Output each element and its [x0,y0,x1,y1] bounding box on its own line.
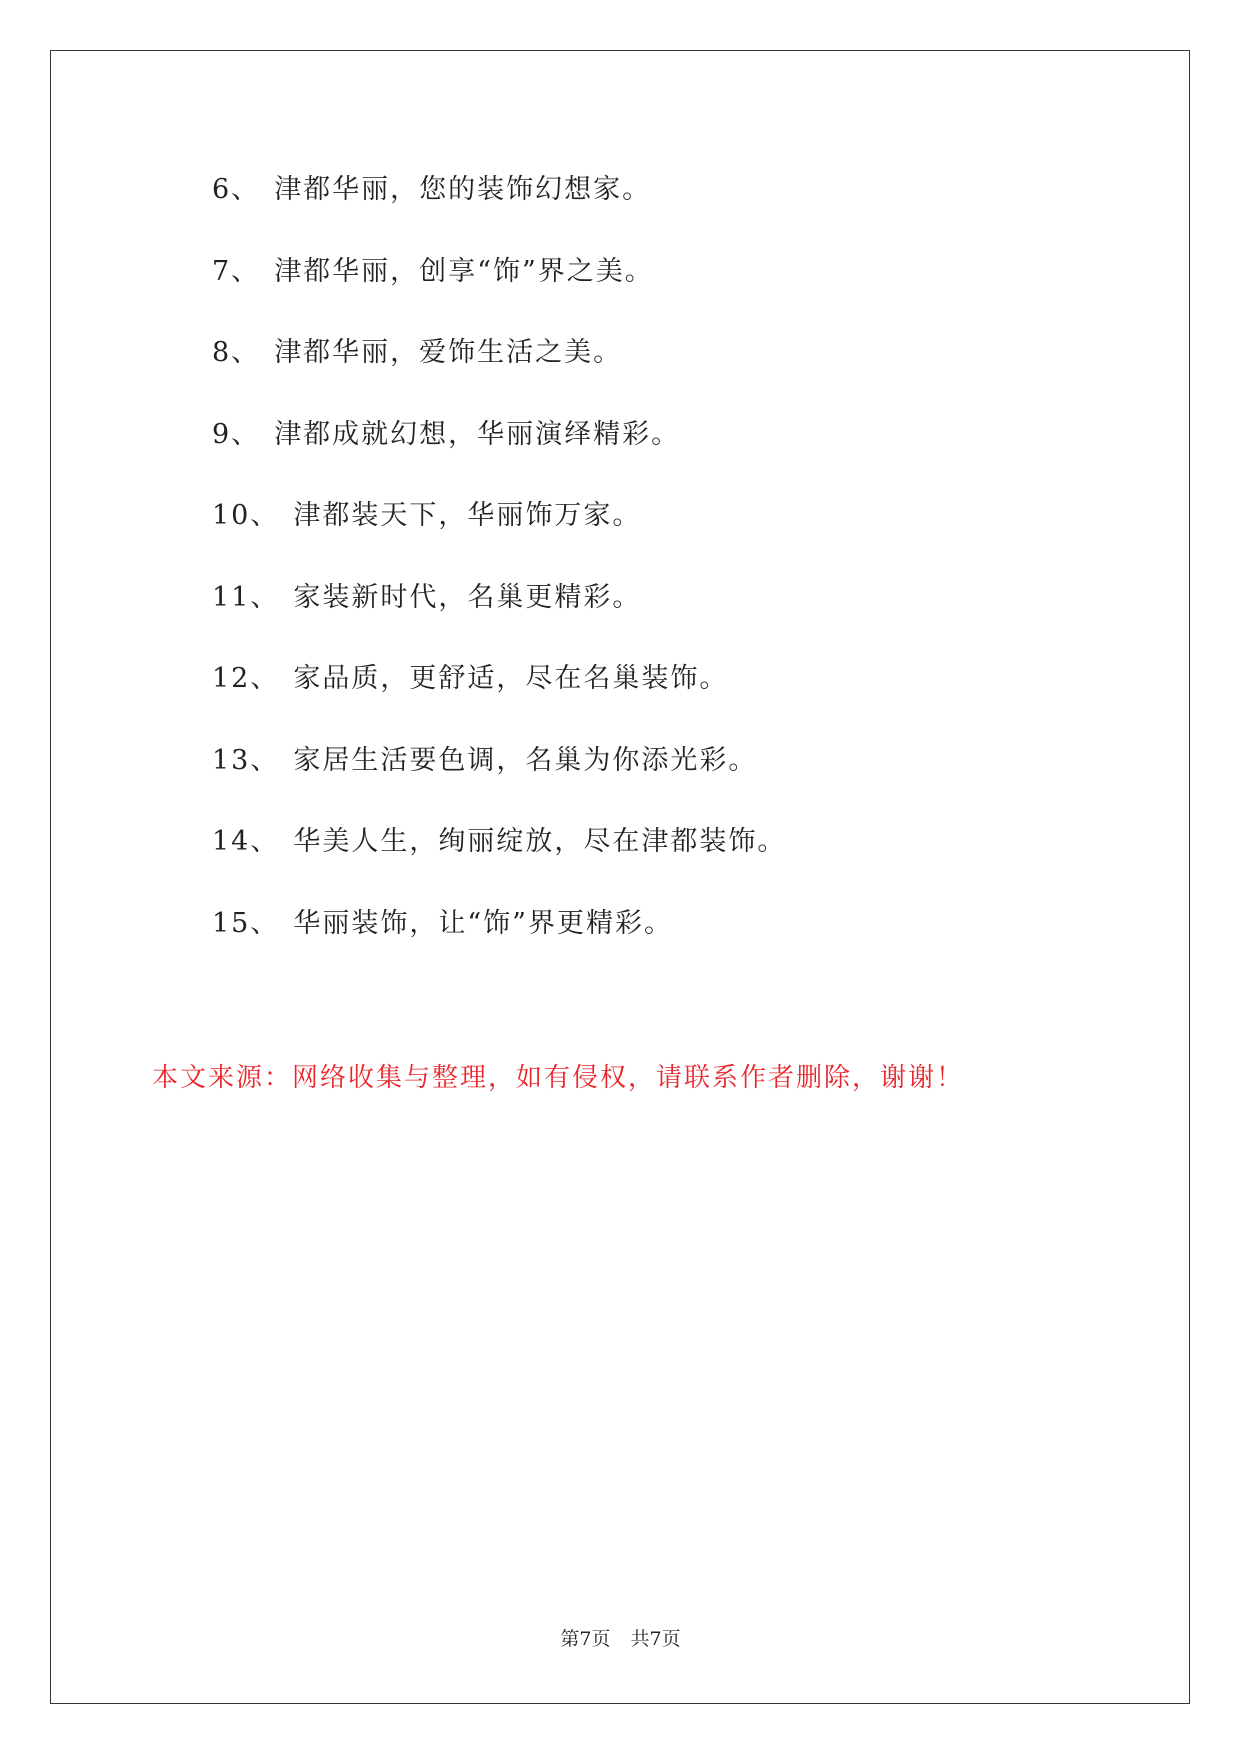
item-number: 10、 [212,500,280,531]
slogan-list [212,170,786,985]
list-item [212,170,786,252]
item-number: 15、 [212,907,280,939]
page-footer [0,1627,1241,1651]
list-item [212,415,786,497]
item-text: 家居生活要色调，名巢为你添光彩。 [293,744,758,776]
item-number: 12、 [212,663,280,694]
list-item [212,904,786,986]
item-text: 津都华丽，爱饰生活之美。 [274,337,623,368]
item-text: 津都华丽，创享“饰”界之美。 [274,255,654,287]
page-number-total: 共7页 [630,1628,681,1650]
item-number: 8、 [212,337,261,368]
list-item [212,578,786,660]
list-item [212,333,786,415]
list-item [212,822,786,904]
list-item [212,252,786,334]
item-number: 6、 [212,174,261,205]
item-number: 11、 [212,581,280,613]
source-note: 本文来源：网络收集与整理，如有侵权，请联系作者删除，谢谢！ [152,1063,965,1093]
item-text: 津都装天下，华丽饰万家。 [293,500,642,531]
item-text: 津都华丽，您的装饰幻想家。 [274,174,652,205]
item-text: 华丽装饰，让“饰”界更精彩。 [293,907,673,939]
item-number: 13、 [212,744,280,776]
list-item [212,659,786,741]
item-text: 华美人生，绚丽绽放，尽在津都装饰。 [293,826,787,857]
item-text: 津都成就幻想，华丽演绎精彩。 [274,418,681,450]
list-item [212,496,786,578]
item-number: 14、 [212,826,280,857]
item-number: 9、 [212,418,261,450]
list-item [212,741,786,823]
item-number: 7、 [212,255,261,287]
page-number-current: 第7页 [560,1628,611,1650]
item-text: 家品质，更舒适，尽在名巢装饰。 [293,663,729,694]
item-text: 家装新时代，名巢更精彩。 [293,581,642,613]
